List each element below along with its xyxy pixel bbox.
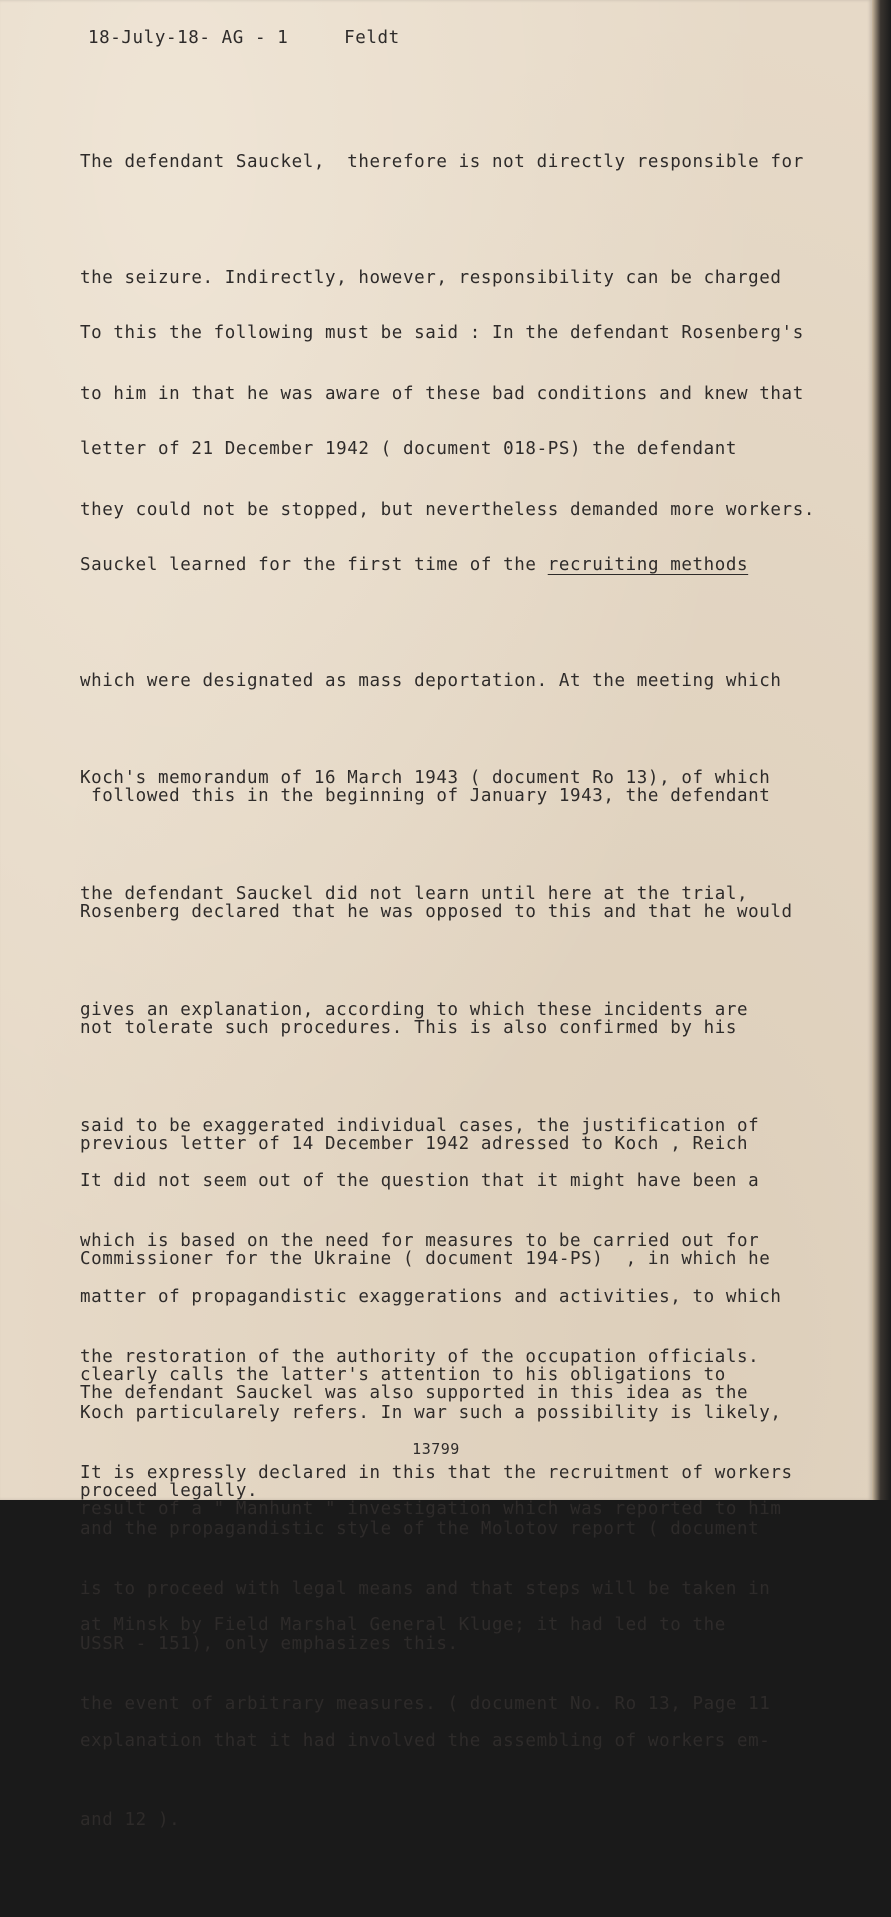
text-line: they could not be stopped, but nevertheless demanded more workers. xyxy=(80,499,815,520)
text-line: letter of 21 December 1942 ( document 018-PS) the defendant xyxy=(80,438,738,459)
text-line: which were designated as mass deportation. At the meeting which xyxy=(80,670,782,691)
text-line: The defendant Sauckel, therefore is not directly responsible for xyxy=(80,152,804,173)
text-line: Rosenberg declared that he was opposed to this and that he would xyxy=(80,902,793,923)
text-line: which is based on the need for measures to be carried out for xyxy=(80,1231,760,1252)
text-segment: Sauckel learned for the first time of the xyxy=(80,554,548,575)
text-line: said to be exaggerated individual cases, the justification of xyxy=(80,1115,760,1136)
text-line: matter of propagandistic exaggerations and activities, to which xyxy=(80,1286,782,1307)
text-line: gives an explanation, according to which these incidents are xyxy=(80,999,749,1020)
underlined-text: recruiting methods xyxy=(547,554,749,575)
paragraph-5 xyxy=(80,1297,782,1837)
text-line: Koch's memorandum of 16 March 1943 ( document Ro 13), of which xyxy=(80,768,771,789)
text-line: Commissioner for the Ukraine ( document 194-PS) , in which he xyxy=(80,1249,771,1270)
text-line: The defendant Sauckel was also supported in this idea as the xyxy=(80,1383,749,1404)
text-line: previous letter of 14 December 1942 adressed to Koch , Reich xyxy=(80,1133,749,1154)
text-line: the restoration of the authority of the occupation officials. xyxy=(80,1347,760,1368)
text-line: to him in that he was aware of these bad conditions and knew that xyxy=(80,383,804,404)
text-line: It did not seem out of the question that it might have been a xyxy=(80,1171,760,1192)
page-header: 18-July-18- AG - 1 Feldt xyxy=(88,28,400,48)
text-line: USSR - 151), only emphasizes this. xyxy=(80,1634,459,1655)
text-line: not tolerate such procedures. This is also confirmed by his xyxy=(80,1017,738,1038)
text-line: the event of arbitrary measures. ( document No. Ro 13, Page 11 xyxy=(80,1694,771,1715)
text-line: is to proceed with legal means and that steps will be taken in xyxy=(80,1578,771,1599)
text-line: Koch particularely refers. In war such a possibility is likely, xyxy=(80,1402,782,1423)
text-line: proceed legally. xyxy=(80,1481,259,1501)
text-line: at Minsk by Field Marshal General Kluge; it had led to the xyxy=(80,1614,726,1635)
text-line: the seizure. Indirectly, however, responsibility can be charged xyxy=(80,267,782,288)
text-line: result of a " Manhunt " investigation which was reported to him xyxy=(80,1498,782,1519)
scan-edge xyxy=(872,0,891,1500)
text-line: the defendant Sauckel did not learn until here at the trial, xyxy=(80,883,749,904)
text-line: and 12 ). xyxy=(80,1810,181,1831)
text-line: It is expressly declared in this that the recruitment of workers xyxy=(80,1462,793,1483)
text-line: followed this in the beginning of January 1943, the defendant xyxy=(80,786,771,807)
page-number: 13799 xyxy=(412,1440,460,1458)
text-line: clearly calls the latter's attention to his obligations to xyxy=(80,1365,726,1386)
text-line-with-underline xyxy=(80,546,804,585)
text-line: To this the following must be said : In the defendant Rosenberg's xyxy=(80,323,804,344)
text-line: explanation that it had involved the assembling of workers em- xyxy=(80,1730,771,1751)
text-line: and the propagandistic style of the Molotov report ( document xyxy=(80,1518,760,1539)
